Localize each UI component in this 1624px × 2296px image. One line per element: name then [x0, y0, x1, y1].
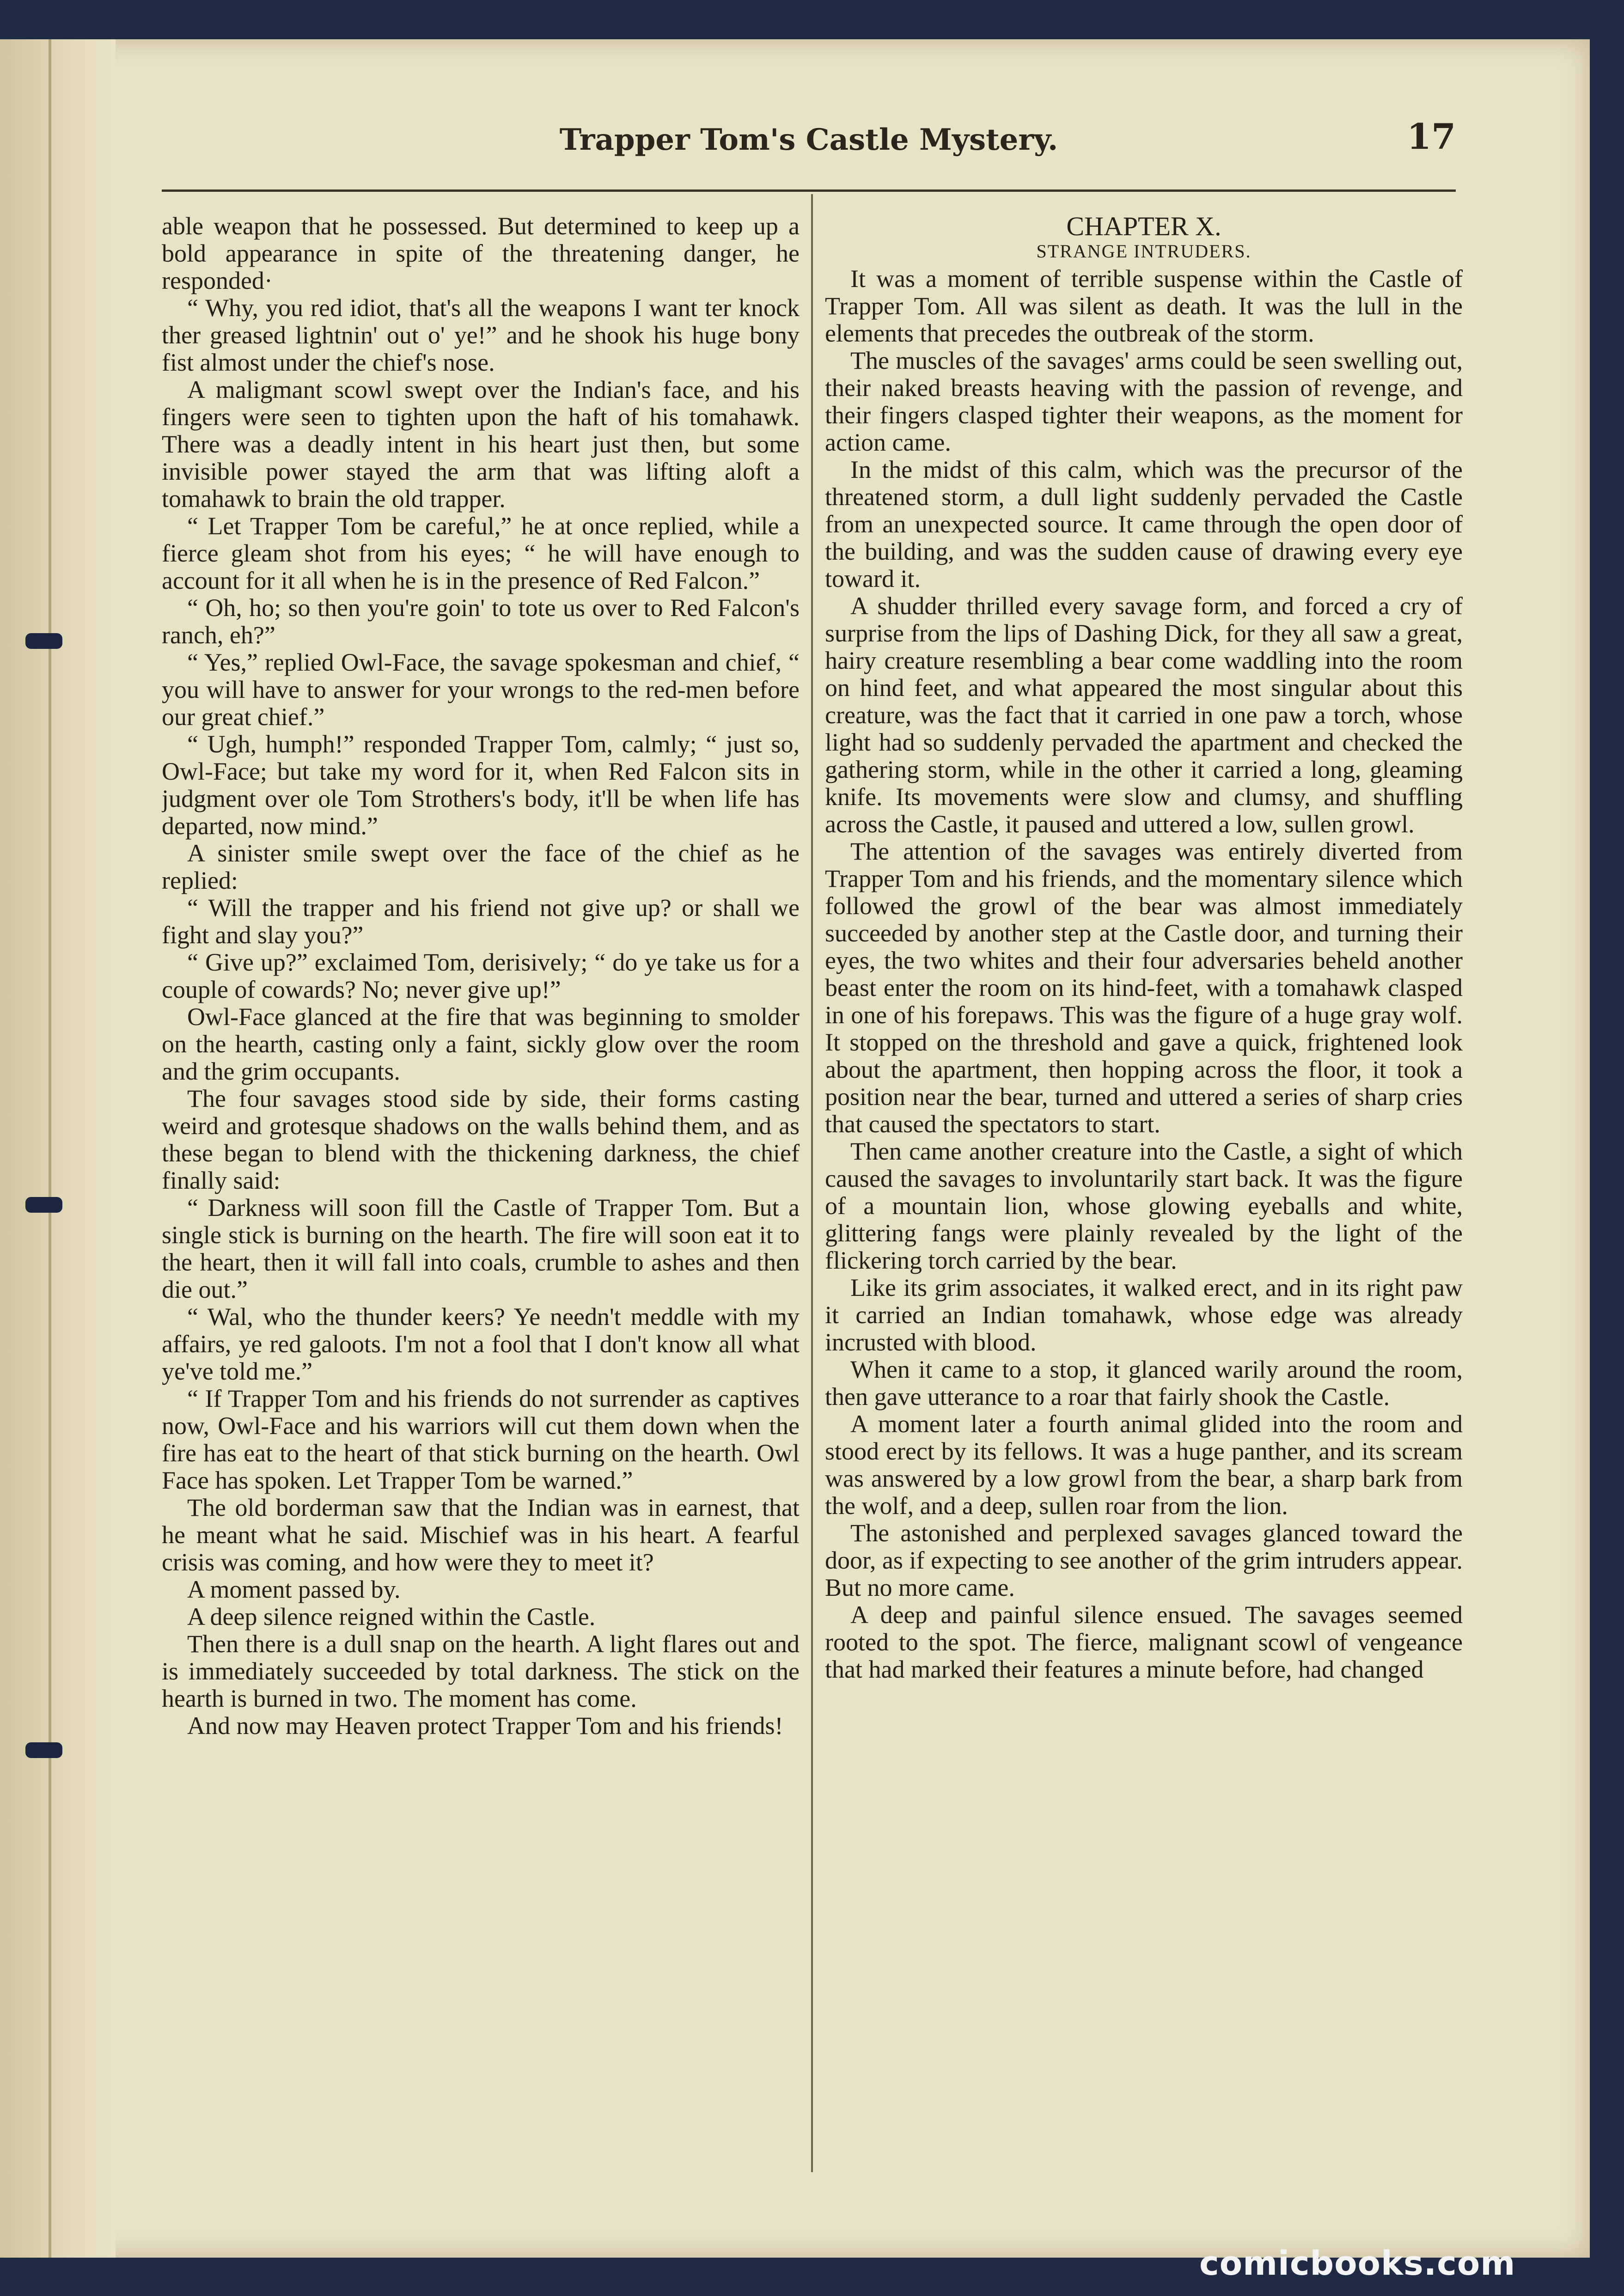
paragraph: Owl-Face glanced at the fire that was beginning to smolder on the hearth, casting only a faint, sickly glow over the room and the grim occupants. [162, 1003, 800, 1085]
paragraph: A sinister smile swept over the face of the chief as he replied: [162, 839, 800, 894]
paragraph: A moment passed by. [187, 1575, 401, 1603]
paragraph: A deep silence reigned within the Castle. [187, 1603, 596, 1630]
paragraph: “ Darkness will soon fill the Castle of Trapper Tom. But a single stick is burning on the hearth. The fire will soon eat it to the heart, then it will fall into coals, crumble to ashes and then die out.” [162, 1194, 800, 1303]
paragraph: The old borderman saw that the Indian was in earnest, that he meant what he said. Mischief was in his heart. A fearful crisis was coming, and how were they to meet it? [162, 1494, 800, 1576]
paragraph: “ If Trapper Tom and his friends do not surrender as captives now, Owl-Face and his warriors will cut them down when the fire has eat to the heart of that stick burning on the hearth. Owl Face has spoken. Let Trapper Tom be warned.” [162, 1385, 800, 1494]
paragraph: able weapon that he possessed. But determined to keep up a bold appearance in spite of the threatening danger, he responded· [162, 213, 800, 294]
paragraph: “ Why, you red idiot, that's all the weapons I want ter knock ther greased lightnin' out o' ye!” and he shook his huge bony fist almost under the chief's nose. [162, 294, 800, 376]
paragraph: “ Will the trapper and his friend not give up? or shall we fight and slay you?” [162, 894, 800, 949]
paragraph: The attention of the savages was entirely diverted from Trapper Tom and his friends, and the momentary silence which followed the growl of the bear was almost immediately succeeded by another step at the Castle door, and turning their eyes, the two whites and their four adversaries beheld another beast enter the room on its hind-feet, with a tomahawk clasped in one of his forepaws. This was the figure of a huge gray wolf. It stopped on the threshold and gave a quick, frightened look about the apartment, then hopping across the floor, it took a position near the bear, turned and uttered a series of sharp cries that caused the spectators to start. [825, 837, 1463, 1138]
paragraph: “ Give up?” exclaimed Tom, derisively; “ do ye take us for a couple of cowards? No; never give up!” [162, 948, 800, 1003]
running-title: Trapper Tom's Castle Mystery. [559, 122, 1058, 157]
binding-stitch [25, 1197, 62, 1213]
chapter-number: CHAPTER X. [1066, 213, 1221, 241]
paragraph: Like its grim associates, it walked erect, and in its right paw it carried an Indian tomahawk, whose edge was already incrusted with blood. [825, 1274, 1463, 1356]
paragraph: The astonished and perplexed savages glanced toward the door, as if expecting to see another of the grim intruders appear. But no more came. [825, 1519, 1463, 1601]
paragraph: In the midst of this calm, which was the precursor of the threatened storm, a dull light suddenly pervaded the Castle from an unexpected source. It came through the open door of the building, and was the sudden cause of drawing every eye toward it. [825, 456, 1463, 592]
header-rule [162, 189, 1456, 192]
left-column [162, 213, 800, 2177]
paragraph: “ Let Trapper Tom be careful,” he at once replied, while a fierce gleam shot from his eyes; “ he will have enough to account for it all when he is in the presence of Red Falcon.” [162, 512, 800, 594]
paragraph: “ Wal, who the thunder keers? Ye needn't meddle with my affairs, ye red galoots. I'm not a fool that I don't know all what ye've told me.” [162, 1303, 800, 1385]
binding-gutter [0, 39, 116, 2258]
paragraph: It was a moment of terrible suspense within the Castle of Trapper Tom. All was silent as death. It was the lull in the elements that precedes the outbreak of the storm. [825, 265, 1463, 347]
chapter-title: STRANGE INTRUDERS. [1036, 241, 1252, 262]
right-column [825, 213, 1463, 2177]
gutter-fold-line [49, 39, 51, 2258]
paragraph: A maligmant scowl swept over the Indian's face, and his fingers were seen to tighten upon the haft of his tomahawk. There was a deadly intent in his heart just then, but some invisible power stayed the arm that was lifting aloft a tomahawk to brain the old trapper. [162, 376, 800, 513]
page-number: 17 [1407, 116, 1456, 157]
paragraph: A moment later a fourth animal glided into the room and stood erect by its fellows. It was a huge panther, and its scream was answered by a low growl from the bear, a sharp bark from the wolf, and a deep, sullen roar from the lion. [825, 1410, 1463, 1520]
binding-stitch [25, 633, 62, 649]
paragraph: The four savages stood side by side, their forms casting weird and grotesque shadows on the walls behind them, and as these began to blend with the thickening darkness, the chief finally said: [162, 1085, 800, 1194]
paragraph: “ Oh, ho; so then you're goin' to tote us over to Red Falcon's ranch, eh?” [162, 594, 800, 649]
paragraph: Then there is a dull snap on the hearth. A light flares out and is immediately succeeded by total darkness. The stick on the hearth is burned in two. The moment has come. [162, 1630, 800, 1712]
watermark: comicbooks.com [1199, 2244, 1516, 2283]
paragraph: “ Ugh, humph!” responded Trapper Tom, calmly; “ just so, Owl-Face; but take my word for it, when Red Falcon sits in judgment over ole Tom Strothers's body, it'll be when life has departed, now mind.” [162, 730, 800, 840]
column-divider [811, 194, 813, 2172]
paragraph: “ Yes,” replied Owl-Face, the savage spokesman and chief, “ you will have to answer for your wrongs to the red-men before our great chief.” [162, 648, 800, 731]
paragraph: And now may Heaven protect Trapper Tom and his friends! [187, 1712, 783, 1740]
paragraph: A shudder thrilled every savage form, and forced a cry of surprise from the lips of Dashing Dick, for they all saw a great, hairy creature resembling a bear come waddling into the room on hind feet, and what appeared the most singular about this creature, was the fact that it carried in one paw a torch, whose light had so suddenly pervaded the apartment and checked the gathering storm, while in the other it carried a long, gleaming knife. Its movements were slow and clumsy, and shuffling across the Castle, it paused and uttered a low, sullen growl. [825, 592, 1463, 838]
binding-stitch [25, 1742, 62, 1758]
page-header [162, 116, 1456, 178]
paragraph: When it came to a stop, it glanced warily around the room, then gave utterance to a roar that fairly shook the Castle. [825, 1356, 1463, 1411]
paragraph: The muscles of the savages' arms could be seen swelling out, their naked breasts heaving with the passion of revenge, and their fingers clasped tighter their weapons, as the moment for action came. [825, 347, 1463, 456]
paragraph: A deep and painful silence ensued. The savages seemed rooted to the spot. The fierce, malignant scowl of vengeance that had marked their features a minute before, had changed [825, 1601, 1463, 1683]
paragraph: Then came another creature into the Castle, a sight of which caused the savages to involuntarily start back. It was the figure of a mountain lion, whose glowing eyeballs and white, glittering fangs were plainly revealed by the light of the flickering torch carried by the bear. [825, 1137, 1463, 1274]
